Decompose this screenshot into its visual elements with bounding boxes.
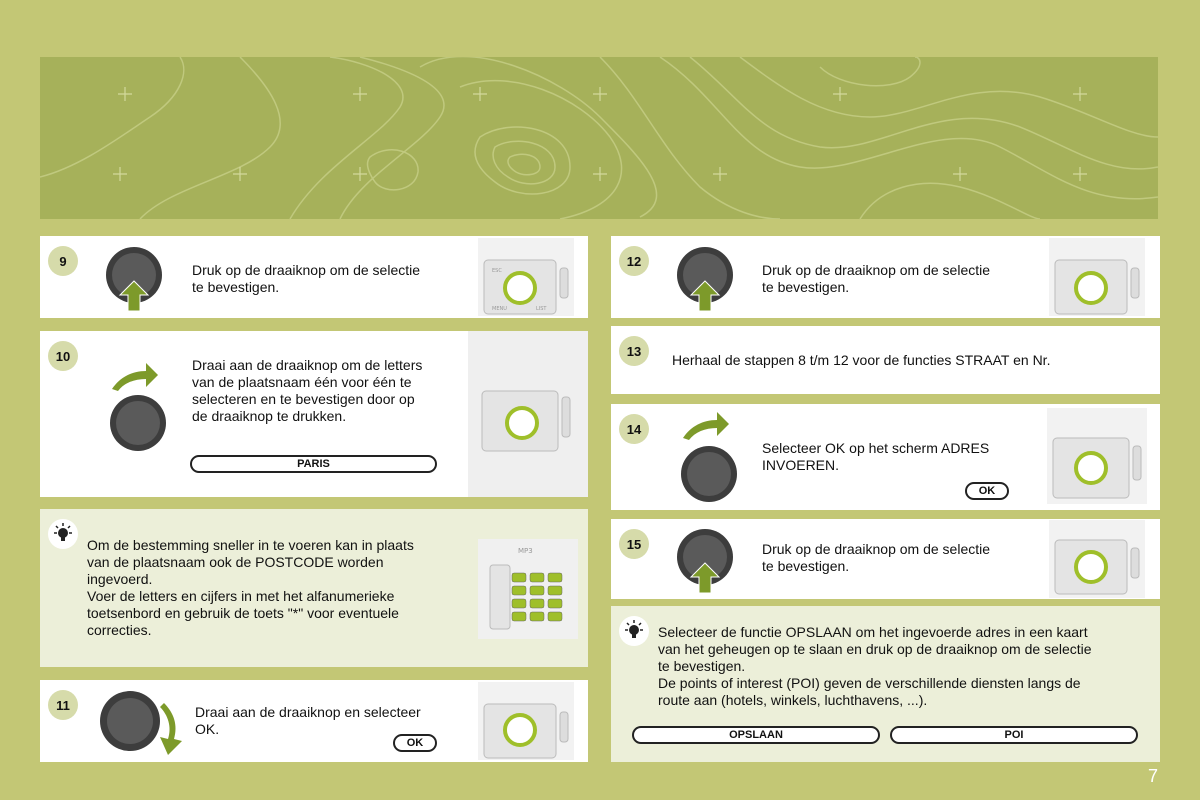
tip-text: Om de bestemming sneller in te voeren kan in plaats van de plaatsnaam ook de POSTCODE worden ingevoerd. Voer de letters en cijfers in met het alfanumerieke toetsenbord en gebruik de toets "*" voor eventuele correcties. xyxy=(87,537,414,638)
radio-panel-icon xyxy=(468,331,588,497)
tip-card-postcode xyxy=(40,509,588,667)
lightbulb-icon xyxy=(619,616,649,646)
radio-panel-icon xyxy=(1049,520,1145,598)
step-text: Druk op de draaiknop om de selectie te bevestigen. xyxy=(192,262,421,295)
tip-badge xyxy=(619,616,649,646)
page-number: 7 xyxy=(1147,766,1158,786)
step-number: 14 xyxy=(619,414,649,444)
step-number: 11 xyxy=(48,690,78,720)
step-text: Druk op de draaiknop om de selectie te bevestigen. xyxy=(762,541,991,574)
svg-text:ESC: ESC xyxy=(492,268,502,274)
step-card-11 xyxy=(40,680,588,762)
knob-rotate-icon xyxy=(106,361,170,457)
radio-panel-icon xyxy=(478,682,574,760)
step-text: Herhaal de stappen 8 t/m 12 voor de functies STRAAT en Nr. xyxy=(672,352,1051,368)
poi-button[interactable]: POI xyxy=(890,726,1138,744)
step-number: 12 xyxy=(619,246,649,276)
radio-panel-icon xyxy=(1047,408,1147,504)
step-text: Draai aan de draaiknop en selecteer OK. xyxy=(195,704,421,737)
lightbulb-icon xyxy=(48,519,78,549)
step-card-9 xyxy=(40,236,588,318)
step-card-15 xyxy=(611,519,1160,599)
step-text: Druk op de draaiknop om de selectie te bevestigen. xyxy=(762,262,991,295)
step-number: 13 xyxy=(619,336,649,366)
radio-panel-icon xyxy=(1049,238,1145,316)
radio-panel-icon xyxy=(478,238,574,316)
paris-button[interactable]: PARIS xyxy=(190,455,437,473)
opslaan-button[interactable]: OPSLAAN xyxy=(632,726,880,744)
step-card-12 xyxy=(611,236,1160,318)
tip-card-opslaan xyxy=(611,606,1160,762)
step-number: 9 xyxy=(48,246,78,276)
tip-badge xyxy=(48,519,78,549)
ok-button[interactable]: OK xyxy=(393,734,437,752)
step-card-10 xyxy=(40,331,588,497)
step-number: 15 xyxy=(619,529,649,559)
knob-rotate-icon xyxy=(677,410,741,506)
keypad-icon xyxy=(478,539,578,639)
step-card-13 xyxy=(611,326,1160,394)
knob-press-icon xyxy=(102,241,166,313)
topographic-banner xyxy=(40,57,1158,219)
step-text: Draai aan de draaiknop om de letters van de plaatsnaam één voor één te selecteren en te bevestigen door op de draaiknop te drukken. xyxy=(192,357,423,424)
step-number: 10 xyxy=(48,341,78,371)
knob-press-icon xyxy=(673,241,737,313)
svg-text:MP3: MP3 xyxy=(518,547,533,555)
knob-rotate-icon xyxy=(94,685,190,757)
step-text: Selecteer OK op het scherm ADRES INVOEREN. xyxy=(762,440,990,473)
svg-text:MENU: MENU xyxy=(492,306,507,312)
step-card-14 xyxy=(611,404,1160,510)
knob-press-icon xyxy=(673,523,737,595)
tip-text: Selecteer de functie OPSLAAN om het ingevoerde adres in een kaart van het geheugen op te slaan en druk op de draaiknop om de selectie te bevestigen. De points of interest (POI) geven de verschillende diensten langs de route aan (hotels, winkels, luchthavens, ...). xyxy=(658,624,1092,708)
svg-text:LIST: LIST xyxy=(536,306,547,312)
ok-button[interactable]: OK xyxy=(965,482,1009,500)
